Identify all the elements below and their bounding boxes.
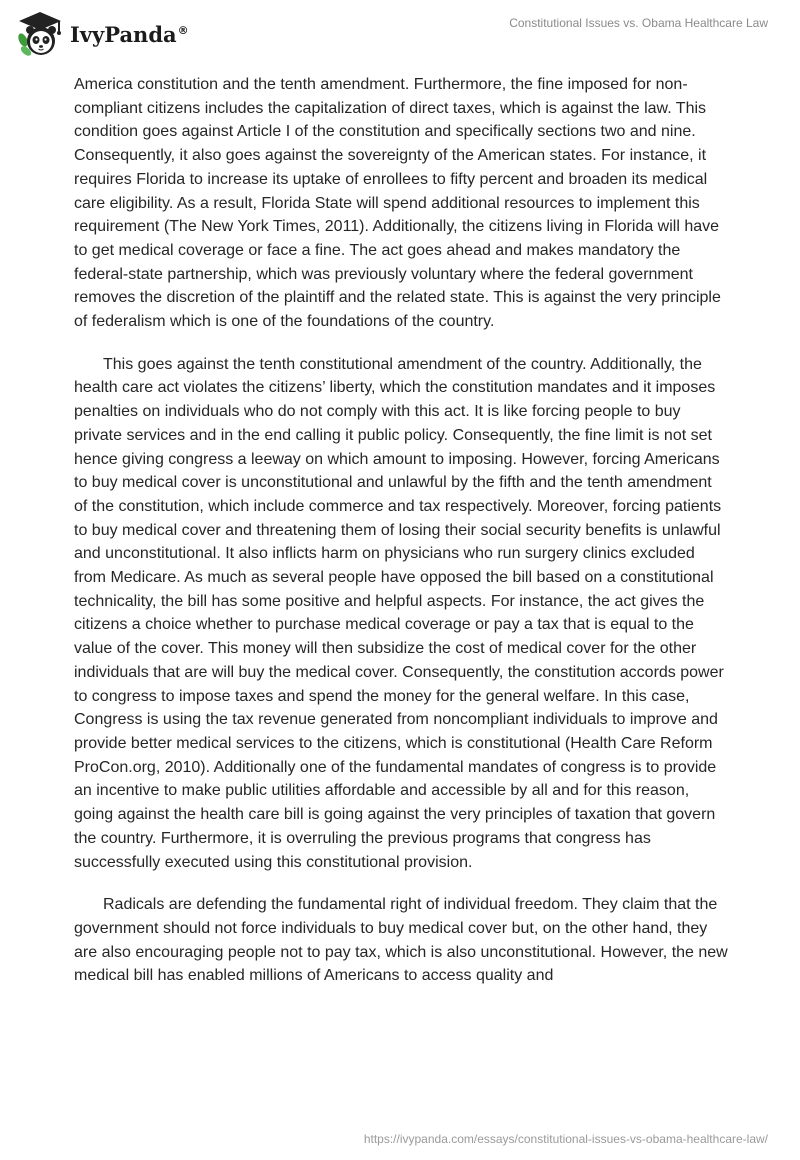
essay-body bbox=[74, 73, 728, 1007]
brand-logo[interactable] bbox=[14, 8, 189, 60]
registered-mark: ® bbox=[177, 23, 189, 37]
page-header bbox=[0, 0, 800, 70]
panda-graduation-cap-icon bbox=[14, 8, 66, 60]
source-url[interactable]: https://ivypanda.com/essays/constitutional-issues-vs-obama-healthcare-law/ bbox=[363, 1132, 768, 1146]
document-title: Constitutional Issues vs. Obama Healthcare Law bbox=[509, 16, 768, 30]
paragraph: America constitution and the tenth amendment. Furthermore, the fine imposed for non-compliant citizens includes the capitalization of direct taxes, which is against the law. This condition goes against Article I of the constitution and specifically sections two and nine. Consequently, it also goes against the sovereignty of the American states. For instance, it requires Florida to increase its uptake of enrollees to fifty percent and broaden its medical care eligibility. As a result, Florida State will spend additional resources to implement this requirement (The New York Times, 2011). Additionally, the citizens living in Florida will have to get medical coverage or face a fine. The act goes ahead and makes mandatory the federal-state partnership, which was previously voluntary where the federal government removes the discretion of the plaintiff and the related state. This is against the very principle of federalism which is one of the foundations of the country. bbox=[74, 76, 721, 331]
paragraph: This goes against the tenth constitutional amendment of the country. Additionally, the health care act violates the citizens’ liberty, which the constitution mandates and it imposes penalties on individuals who do not comply with this act. It is like forcing people to buy private services and in the end calling it public policy. Consequently, the fine limit is not set hence giving congress a leeway on which amount to imposing. However, forcing Americans to buy medical cover is unconstitutional and unlawful by the fifth and the tenth amendment of the constitution, which include commerce and tax respectively. Moreover, forcing patients to buy medical cover and threatening them of losing their social security benefits is unlawful and unconstitutional. It also inflicts harm on physicians who run surgery clinics excluded from Medicare. As much as several people have opposed the bill based on a constitutional technicality, the bill has some positive and helpful aspects. For instance, the act gives the citizens a choice whether to purchase medical coverage or pay a tax that is equal to the value of the cover. This money will then subsidize the cost of medical cover for the other individuals that are will buy the medical cover. Consequently, the constitution accords power to congress to impose taxes and spend the money for the general welfare. In this case, Congress is using the tax revenue generated from noncompliant individuals to improve and provide better medical services to the citizens, which is constitutional (Health Care Reform ProCon.org, 2010). Additionally one of the fundamental mandates of congress is to provide an incentive to make public utilities affordable and accessible by all and for this reason, going against the health care bill is going against the very principles of taxation that govern the country. Furthermore, it is overruling the previous programs that congress has successfully executed using this constitutional provision. bbox=[74, 355, 724, 871]
brand-name: IvyPanda® bbox=[70, 21, 189, 47]
paragraph: Radicals are defending the fundamental right of individual freedom. They claim that the government should not force individuals to buy medical cover but, on the other hand, they are also encouraging people not to pay tax, which is also unconstitutional. However, the new medical bill has enabled millions of Americans to access quality and bbox=[74, 896, 728, 985]
